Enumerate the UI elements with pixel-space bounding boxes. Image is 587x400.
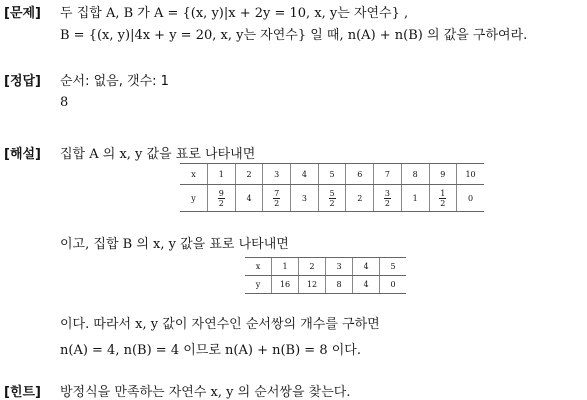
table-a-y-cell: 3: [291, 185, 319, 212]
table-a-x-cell: 4: [291, 164, 319, 185]
table-b-x-cell: 2: [299, 258, 326, 276]
table-b-x-header: x: [245, 258, 272, 276]
table-a-y-cell: 4: [235, 185, 263, 212]
fraction-numerator: 9: [218, 188, 224, 198]
fraction: [384, 189, 391, 208]
fraction-numerator: 5: [329, 188, 335, 198]
table-a-x-cell: 3: [263, 164, 291, 185]
table-a-y-cell: 2: [346, 185, 374, 212]
answer-tag: [정답]: [4, 74, 41, 89]
fraction-denominator: 2: [329, 198, 335, 208]
table-a-y-cell: [374, 185, 402, 212]
fraction-denominator: 2: [218, 198, 224, 208]
table-b-y-cell: 12: [299, 276, 326, 294]
fraction-denominator: 2: [274, 198, 280, 208]
hint-tag: [힌트]: [4, 385, 41, 400]
fraction: [218, 189, 225, 208]
fraction-numerator: 3: [384, 188, 391, 198]
fraction: [273, 189, 280, 208]
table-a-x-cell: 9: [429, 164, 457, 185]
table-a-y-row: [180, 185, 484, 212]
table-a-x-header: x: [180, 164, 208, 185]
value-table-b: [245, 257, 406, 294]
problem-line-2: B = {(x, y)|4x + y = 20, x, y는 자연수} 일 때, n(A) + n(B) 의 값을 구하여라.: [60, 28, 528, 43]
fraction: [329, 189, 336, 208]
problem-line-1: 두 집합 A, B 가 A = {(x, y)|x + 2y = 10, x, y는 자연수} ,: [60, 6, 409, 21]
answer-value: 8: [60, 95, 69, 110]
table-a-x-cell: 10: [457, 164, 484, 185]
problem-tag: [문제]: [4, 6, 41, 21]
table-b-y-row: [245, 276, 406, 294]
table-a-y-header: y: [180, 185, 208, 212]
solution-tag: [해설]: [4, 147, 41, 162]
table-a-x-row: [180, 164, 484, 185]
solution-intro-b: 이고, 집합 B 의 x, y 값을 표로 나타내면: [60, 237, 289, 252]
table-a-x-cell: 7: [374, 164, 402, 185]
solution-intro-a: 집합 A 의 x, y 값을 표로 나타내면: [60, 147, 256, 162]
table-b-x-cell: 3: [326, 258, 353, 276]
table-a-y-cell: 0: [457, 185, 484, 212]
table-b-y-header: y: [245, 276, 272, 294]
value-table-a: [180, 163, 484, 212]
table-a-x-cell: 8: [401, 164, 429, 185]
table-a-x-cell: 5: [318, 164, 346, 185]
solution-conclusion-2: n(A) = 4, n(B) = 4 이므로 n(A) + n(B) = 8 이다.: [60, 343, 361, 358]
fraction-denominator: 2: [440, 198, 446, 208]
table-a-y-cell: [263, 185, 291, 212]
fraction-denominator: 2: [384, 198, 391, 208]
table-b-x-cell: 4: [353, 258, 380, 276]
table-b-y-cell: 8: [326, 276, 353, 294]
table-a-x-cell: 6: [346, 164, 374, 185]
table-a-y-cell: [318, 185, 346, 212]
table-b-x-cell: 1: [272, 258, 299, 276]
table-b-y-cell: 4: [353, 276, 380, 294]
table-a-y-cell: [208, 185, 236, 212]
fraction: [439, 189, 446, 208]
table-b-y-cell: 0: [380, 276, 407, 294]
table-a-y-cell: 1: [401, 185, 429, 212]
table-b-y-cell: 16: [272, 276, 299, 294]
answer-line-1: 순서: 없음, 갯수: 1: [60, 74, 169, 89]
table-b-x-cell: 5: [380, 258, 407, 276]
table-a-x-cell: 1: [208, 164, 236, 185]
hint-text: 방정식을 만족하는 자연수 x, y 의 순서쌍을 찾는다.: [60, 385, 351, 400]
table-b-x-row: [245, 258, 406, 276]
fraction-numerator: 1: [440, 188, 446, 198]
table-a-x-cell: 2: [235, 164, 263, 185]
solution-conclusion-1: 이다. 따라서 x, y 값이 자연수인 순서쌍의 개수를 구하면: [60, 317, 380, 332]
fraction-numerator: 7: [274, 188, 280, 198]
table-a-y-cell: [429, 185, 457, 212]
